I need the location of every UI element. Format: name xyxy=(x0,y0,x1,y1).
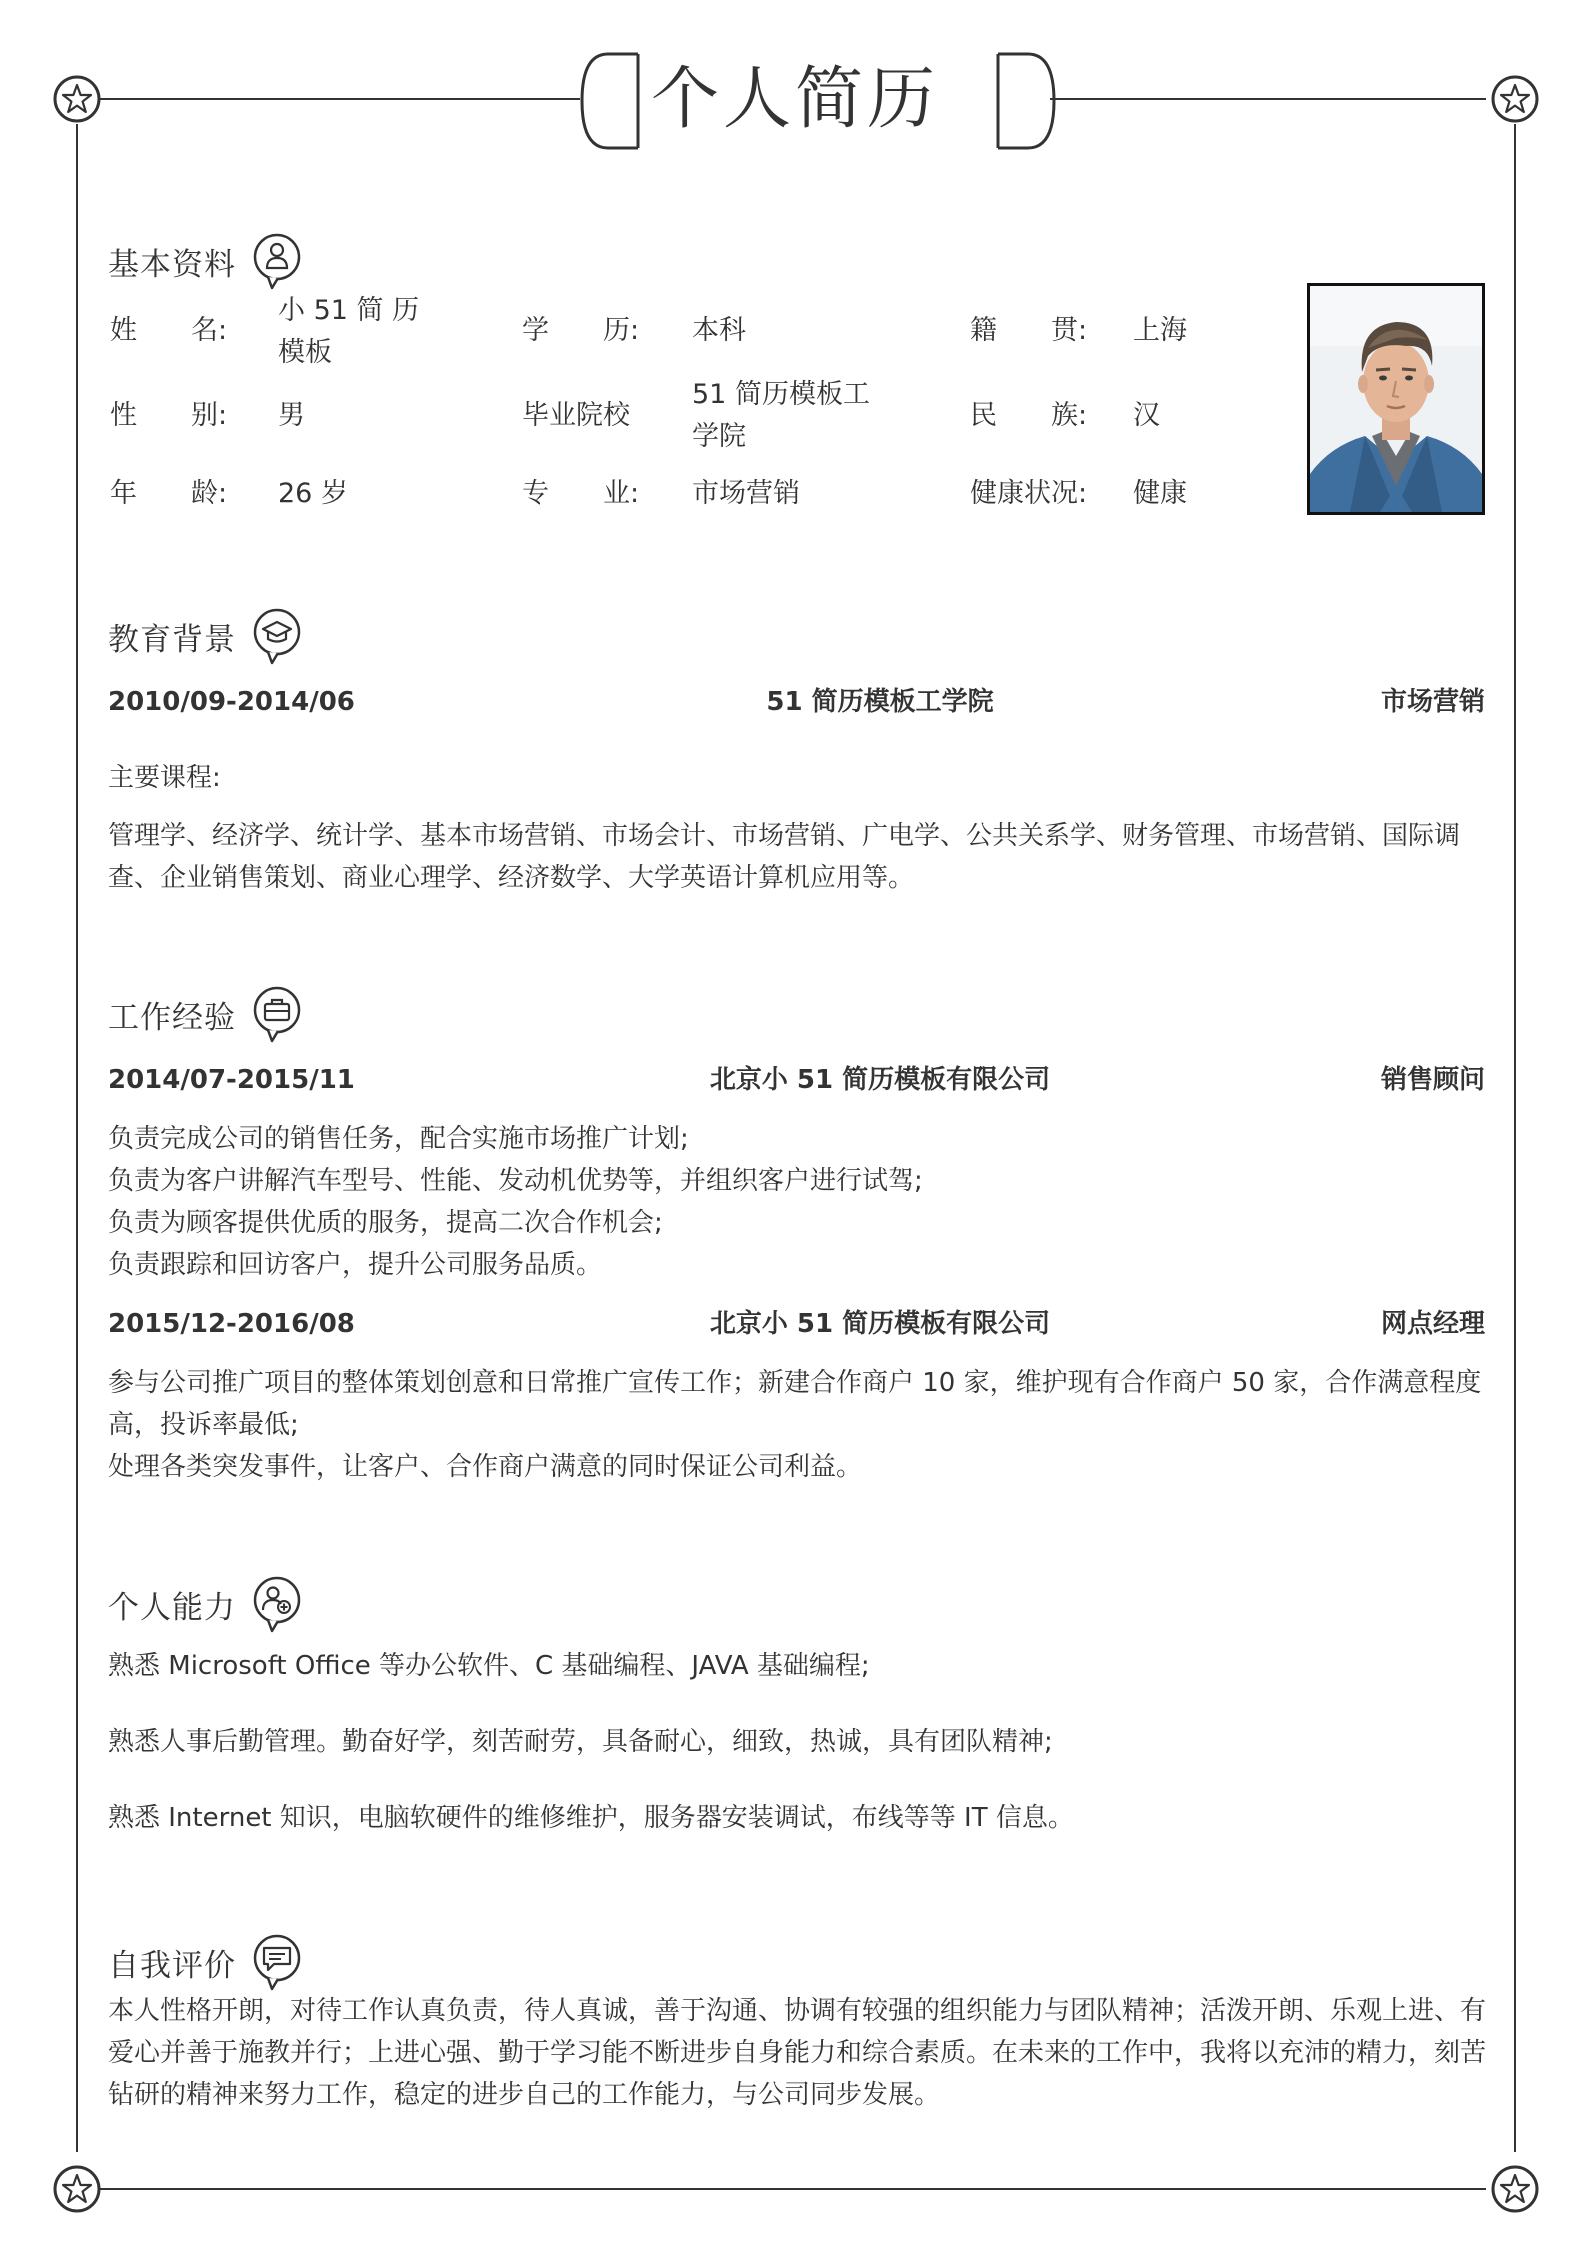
section-self-heading xyxy=(108,1933,304,1991)
ethnic-value: 汉 xyxy=(1133,400,1160,431)
age-label: 年 龄: xyxy=(110,478,228,509)
job-1-duty-3: 负责为顾客提供优质的服务，提高二次合作机会; xyxy=(108,1208,663,1238)
education-period: 2010/09-2014/06 xyxy=(108,687,355,717)
education-major: 市场营销 xyxy=(1380,687,1485,717)
person-plus-icon xyxy=(250,1575,304,1633)
courses-list: 管理学、经济学、统计学、基本市场营销、市场会计、市场营销、广电学、公共关系学、财务管理、市场营销、国际调查、企业销售策划、商业心理学、经济数学、大学英语计算机应用等。 xyxy=(108,821,1461,893)
self-evaluation-text: 本人性格开朗，对待工作认真负责，待人真诚，善于沟通、协调有较强的组织能力与团队精神；活泼开朗、乐观上进、有爱心并善于施教并行；上进心强、勤于学习能不断进步自身能力和综合素质。在未来的工作中，我将以充沛的精力，刻苦钻研的精神来努力工作，稳定的进步自己的工作能力，与公司同步发展。 xyxy=(108,1996,1487,2110)
job-1-duty-4: 负责跟踪和回访客户，提升公司服务品质。 xyxy=(108,1250,603,1280)
job-2-duty-1: 参与公司推广项目的整体策划创意和日常推广宣传工作；新建合作商户 10 家，维护现有合作商户 50 家，合作满意程度高，投诉率最低; xyxy=(108,1368,1482,1440)
section-work-label: 工作经验 xyxy=(108,999,236,1036)
job-1-period: 2014/07-2015/11 xyxy=(108,1065,355,1095)
gender-label: 性 别: xyxy=(110,400,228,431)
section-skills-label: 个人能力 xyxy=(108,1589,236,1626)
frame-top-right-line xyxy=(1050,98,1486,100)
school-value: 51 简历模板工 学院 xyxy=(692,379,870,452)
section-skills-heading xyxy=(108,1575,304,1633)
portrait-illustration xyxy=(1310,286,1482,512)
job-2-period: 2015/12-2016/08 xyxy=(108,1309,355,1339)
section-education-heading xyxy=(108,607,304,665)
skill-3: 熟悉 Internet 知识，电脑软硬件的维修维护，服务器安装调试，布线等等 IT 信息。 xyxy=(108,1803,1074,1833)
corner-star-icon xyxy=(52,74,102,124)
frame-left-line xyxy=(76,124,78,2152)
age-value: 26 岁 xyxy=(278,478,348,509)
skill-2: 熟悉人事后勤管理。勤奋好学，刻苦耐劳，具备耐心，细致，热诚，具有团队精神; xyxy=(108,1727,1053,1757)
corner-star-icon xyxy=(1490,74,1540,124)
origin-label: 籍 贯: xyxy=(970,315,1088,346)
person-icon xyxy=(250,232,304,290)
title-right-bracket xyxy=(996,52,1058,150)
profile-photo xyxy=(1307,283,1485,515)
education-school: 51 简历模板工学院 xyxy=(766,687,994,717)
job-1-role: 销售顾问 xyxy=(1380,1065,1485,1095)
job-1-duty-1: 负责完成公司的销售任务，配合实施市场推广计划; xyxy=(108,1124,689,1154)
courses-label: 主要课程: xyxy=(108,763,221,793)
name-value: 小 51 简 历 模板 xyxy=(278,295,420,368)
frame-bottom-line xyxy=(100,2188,1486,2190)
page-title: 个人简历 xyxy=(650,60,939,139)
corner-star-icon xyxy=(1490,2164,1540,2214)
frame-right-line xyxy=(1514,124,1516,2152)
skill-1: 熟悉 Microsoft Office 等办公软件、C 基础编程、JAVA 基础编程; xyxy=(108,1651,870,1681)
name-label: 姓 名: xyxy=(110,315,228,346)
graduation-cap-icon xyxy=(250,607,304,665)
origin-value: 上海 xyxy=(1133,315,1187,346)
briefcase-icon xyxy=(250,985,304,1043)
job-2-duty-2: 处理各类突发事件，让客户、合作商户满意的同时保证公司利益。 xyxy=(108,1452,863,1482)
section-work-heading xyxy=(108,985,304,1043)
education-value: 本科 xyxy=(692,315,746,346)
section-basic-heading xyxy=(108,232,304,290)
section-basic-label: 基本资料 xyxy=(108,246,236,283)
gender-value: 男 xyxy=(278,400,305,431)
corner-star-icon xyxy=(52,2164,102,2214)
education-label: 学 历: xyxy=(522,315,640,346)
ethnic-label: 民 族: xyxy=(970,400,1088,431)
frame-top-left-line xyxy=(100,98,580,100)
job-2-role: 网点经理 xyxy=(1380,1309,1485,1339)
major-label: 专 业: xyxy=(522,478,640,509)
chat-bubble-icon xyxy=(250,1933,304,1991)
job-1-duty-2: 负责为客户讲解汽车型号、性能、发动机优势等，并组织客户进行试驾; xyxy=(108,1166,923,1196)
health-value: 健康 xyxy=(1133,478,1187,509)
school-label: 毕业院校 xyxy=(522,400,630,431)
job-1-company: 北京小 51 简历模板有限公司 xyxy=(709,1065,1051,1095)
section-self-label: 自我评价 xyxy=(108,1947,236,1984)
health-label: 健康状况: xyxy=(970,478,1088,509)
major-value: 市场营销 xyxy=(692,478,800,509)
section-education-label: 教育背景 xyxy=(108,621,236,658)
job-2-company: 北京小 51 简历模板有限公司 xyxy=(709,1309,1051,1339)
